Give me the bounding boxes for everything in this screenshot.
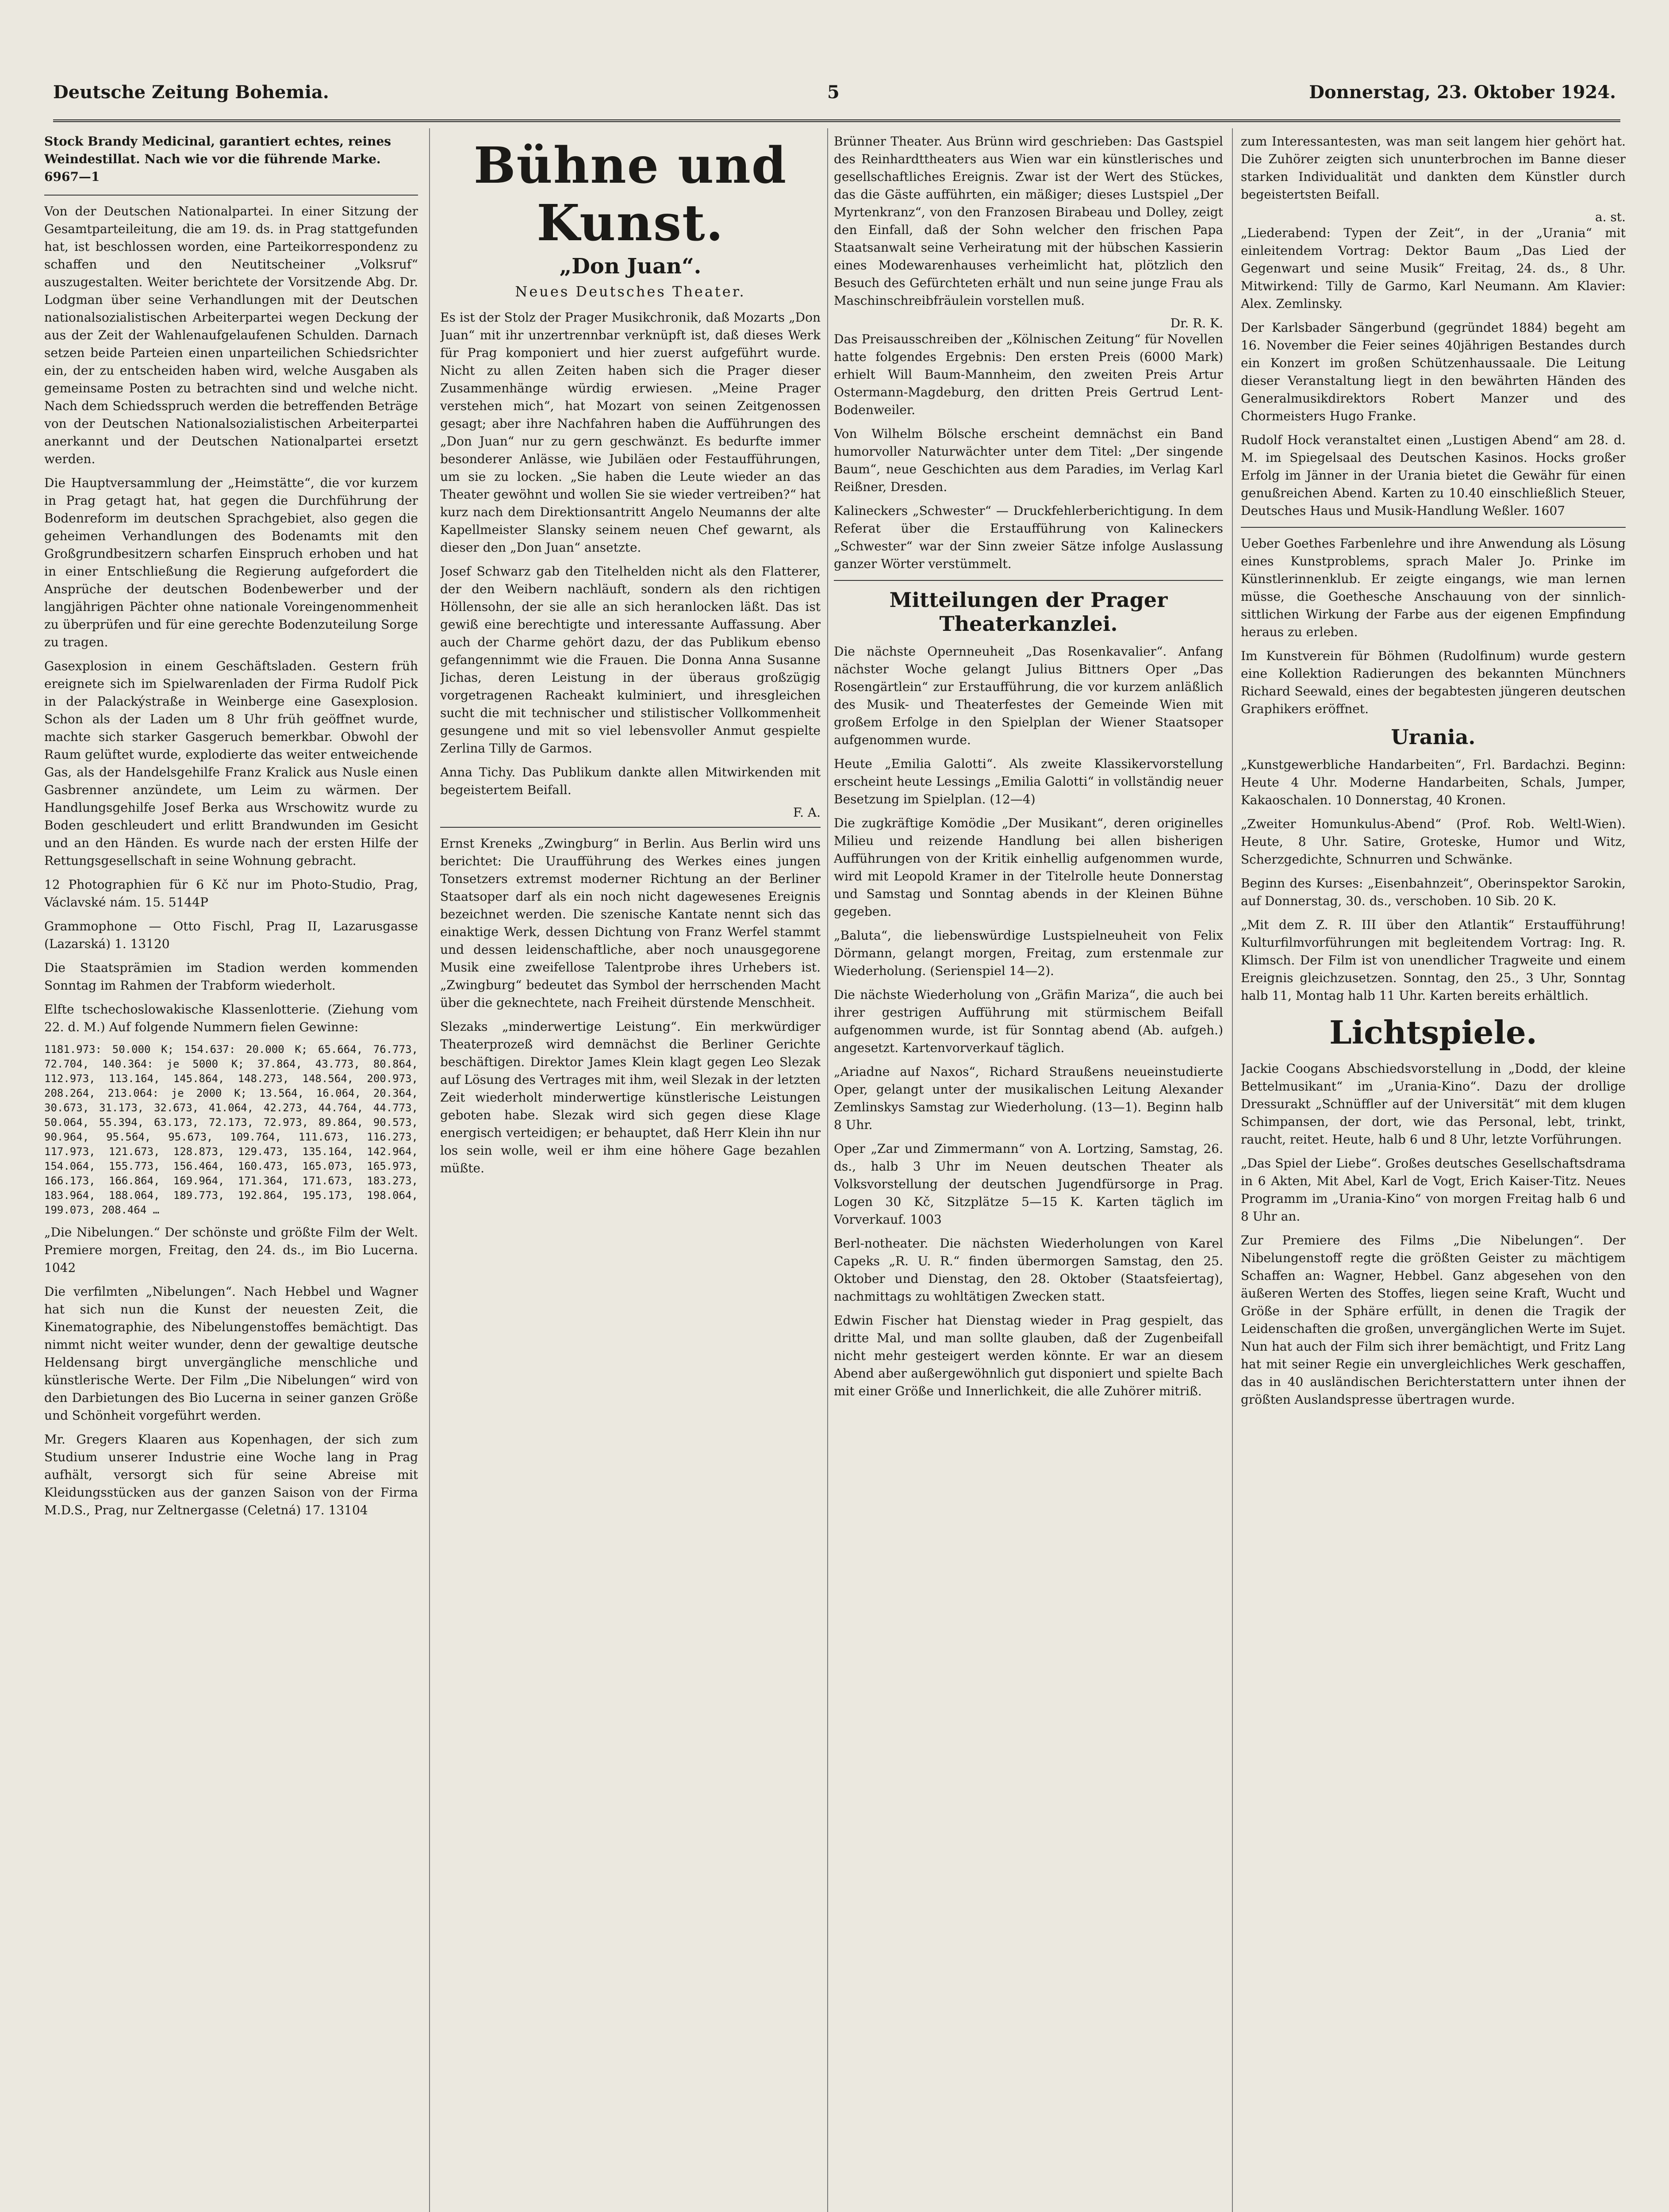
review-venue: Neues Deutsches Theater.: [515, 283, 746, 300]
ad-photo-studio: 12 Photographien für 6 Kč nur im Photo-Studio, Prag, Václavské nám. 15. 5144P: [44, 877, 418, 910]
issue-date: Donnerstag, 23. Oktober 1924.: [1309, 82, 1616, 103]
article-bruenner-theater: Brünner Theater. Aus Brünn wird geschrieben: Das Gastspiel des Reinhardttheaters aus Wien war ein künstlerisches und gesellschaftliches Ereignis. Zwar ist der Wert des Stückes, das die Gäste aufführten, ein mäßiger; dieses Lustspiel „Der Myrtenkranz“, von den Franzosen Birabeau und Dolley, zeigt den Einfall, daß der Sohn welcher den frischen Papa Staatsanwalt seine Verheiratung mit der hübschen Kassierin eines Modewarenhauses verheimlicht hat, plötzlich den Besuch des Gefürchteten erhält und nun seine junge Frau als Maschinschreibfräulein vorstellen muß.: [834, 134, 1223, 308]
ad-grammophone: Grammophone — Otto Fischl, Prag II, Lazarusgasse (Lazarská) 1. 13120: [44, 919, 418, 951]
notice-saengerbund: Der Karlsbader Sängerbund (gegründet 1884) begeht am 16. November die Feier seines 40jährigen Bestandes durch ein Konzert im großen Schützenhaussaale. Die Leitung dieser Veranstaltung liegt in den bewährten Händen des Generalmusikdirektors Robert Manzer und des Chormeisters Hugo Franke.: [1241, 320, 1626, 423]
article-kunstverein: Im Kunstverein für Böhmen (Rudolfinum) wurde gestern eine Kollektion Radierungen des bekannten Münchners Richard Seewald, eines der begabtesten jüngeren deutschen Graphikers eröffnet.: [1241, 649, 1626, 716]
review-paragraph: Anna Tichy. Das Publikum dankte allen Mitwirkenden mit begeistertem Beifall.: [440, 765, 821, 797]
notice-musikant: Die zugkräftige Komödie „Der Musikant“, deren originelles Milieu und reizende Handlung bei allen bisherigen Aufführungen von der Kritik einhellig aufgenommen wurde, wird mit Leopold Kramer in der Titelrolle heute Donnerstag und Samstag und Sonntag abends in der Kleinen Bühne gegeben.: [834, 816, 1223, 919]
notice-liederabend: „Liederabend: Typen der Zeit“, in der „Urania“ mit einleitendem Vortrag: Dektor Baum „Das Lied der Gegenwart und seine Musik“ Freitag, 24. ds., 8 Uhr. Mitwirkend: Tilly de Garmo, Karl Neumann. Am Klavier: Alex. Zemlinsky.: [1241, 226, 1626, 311]
review-paragraph: Josef Schwarz gab den Titelhelden nicht als den Flatterer, der den Weibern nachläuft, sondern als den richtigen Höllensohn, der sie alle an sich heranlocken läßt. Das ist gewiß eine berechtigte und interessante Auffassung. Aber auch der Charme gehört dazu, der das Publikum ebenso gefangennimmt wie die Frauen. Die Donna Anna Susanne Jichas, deren Leistung in der überaus großzügig vorgetragenen Racheakt kulminiert, und ihresgleichen sucht die mit technischer und stilistischer Vollkommenheit gesungene und mit so viel lebensvoller Anmut gespielte Zerlina Tilly de Garmos.: [440, 564, 821, 756]
review-paragraph: Es ist der Stolz der Prager Musikchronik, daß Mozarts „Don Juan“ mit ihr unzertrennbar verknüpft ist, daß dieses Werk für Prag komponiert und hier zuerst aufgeführt wurde. Nicht zu allen Zeiten haben sich die Prager dieser Zusammenhänge würdig erwiesen. „Meine Prager verstehen mich“, hat Mozart von seinen Zeitgenossen gesagt; aber ihre Nachfahren haben die Aufführungen des „Don Juan“ nur zu gern geschwänzt. Es bedurfte immer besonderer Anlässe, wie Jubiläen oder Festaufführungen, um sie zu locken. „Sie haben die Leute wieder an das Theater gewöhnt und wollen Sie sie wieder vertreiben?“ hat kurz nach dem Direktionsantritt Angelo Neumanns der alte Kapellmeister Slansky seinem neuen Chef gewarnt, als dieser den „Don Juan“ ansetzte.: [440, 310, 821, 555]
article-staatspraemien: Die Staatsprämien im Stadion werden kommenden Sonntag im Rahmen der Trabform wiederholt.: [44, 960, 418, 993]
article-zwingburg: Ernst Kreneks „Zwingburg“ in Berlin. Aus Berlin wird uns berichtet: Die Uraufführung des Werkes eines jungen Tonsetzers extremst moderner Richtung an der Berliner Staatsoper darf als ein noch nicht dagewesenes Ereignis bezeichnet werden. Die szenische Kantate nennt sich das einaktige Werk, dessen Dichtung von Franz Werfel stammt und dessen leidenschaftliche, aber noch unausgegorene Musik eine zweifellose Talentprobe ihres Urhebers ist. „Zwingburg“ bedeutet das Symbol der herrschenden Macht über die geknechtete, nach Freiheit dürstende Menschheit.: [440, 836, 821, 1010]
article-klaaren: Mr. Gregers Klaaren aus Kopenhagen, der sich zum Studium unserer Industrie eine Woche lang in Prag aufhält, versorgt sich für seine Abreise mit Kleidungsstücken aus der ganzen Saison von der Firma M.D.S., Prag, nur Zeltnergasse (Celetná) 17. 13104: [44, 1432, 418, 1517]
divider: [44, 195, 418, 196]
review-signature: F. A.: [793, 805, 821, 820]
header-rule: [53, 119, 1620, 122]
column-3: [834, 133, 1223, 2212]
article-nationalpartei: Von der Deutschen Nationalpartei. In einer Sitzung der Gesamtparteileitung, die am 19. ds. in Prag stattgefunden hat, ist beschlossen worden, eine Parteikorrespondenz zu schaffen und den Neutitscheiner „Volksruf“ auszugestalten. Weiter berichtete der Vorsitzende Abg. Dr. Lodgman über seine Verhandlungen mit der Deutschen nationalsozialistischen Arbeiterpartei wegen Deckung der aus der Zeit der Wahlenaufgelaufenen Schulden. Darnach setzen beide Parteien einen unparteilichen Schiedsrichter ein, der zu entscheiden haben wird, welche Ausgaben als gemeinsame Posten zu betrachten sind und welche nicht. Nach dem Schiedsspruch werden die betreffenden Beträge von der Deutschen Nationalsozialistischen Arbeiterpartei anerkannt und der Deutschen Nationalpartei ersetzt werden.: [44, 204, 418, 466]
article-heimstaette: Die Hauptversammlung der „Heimstätte“, die vor kurzem in Prag getagt hat, hat gegen die Durchführung der Bodenreform im deutschen Sprachgebiet, also gegen die geheimen Verhandlungen des Bodenamts mit den Großgrundbesitzern scharfen Einspruch erhoben und hat in einer Entschließung die Regierung aufgefordert die Ansprüche der deutschen Bodenbewerber und der langjährigen Pächter ohne nationale Voreingenommenheit zu überprüfen und für eine gerechte Bodenzuteilung Sorge zu tragen.: [44, 476, 418, 649]
section-masthead: Bühne und Kunst.: [473, 137, 787, 252]
notice-handarbeiten: „Kunstgewerbliche Handarbeiten“, Frl. Bardachzi. Beginn: Heute 4 Uhr. Moderne Handarbeiten, Schals, Jumper, Kakaoschalen. 10 Donnerstag, 40 Kronen.: [1241, 757, 1626, 807]
column-2: [440, 133, 821, 2212]
review-title: „Don Juan“.: [559, 254, 702, 279]
notice-atlantik: „Mit dem Z. R. III über den Atlantik“ Erstaufführung! Kulturfilmvorführungen mit begleitendem Vortrag: Ing. R. Klimsch. Der Film ist von unendlicher Tragweite und einem Ereignis gleichzusetzen. Sonntag, den 25., 3 Uhr, Sonntag halb 11, Montag halb 11 Uhr. Karten bereits erhältlich.: [1241, 918, 1626, 1003]
column-4: [1241, 133, 1626, 2212]
article-signature: Dr. R. K.: [1170, 316, 1223, 330]
article-goethe-farbenlehre: Ueber Goethes Farbenlehre und ihre Anwendung als Lösung eines Kunstproblems, sprach Maler Jo. Prinke im Künstlerinnenklub. Er zeigte eingangs, wie man lernen müsse, die Goethesche Anschauung von der sinnlich-sittlichen Wirkung der Farbe aus der eigenen Empfindung heraus zu erleben.: [1241, 536, 1626, 639]
lottery-numbers: 1181.973: 50.000 K; 154.637: 20.000 K; 65.664, 76.773, 72.704, 140.364: je 5000 K; 37.864, 43.773, 80.864, 112.973, 113.164, 145.864, 148.273, 148.564, 200.973, 208.264, 213.064: je 2000 K; 13.564, 16.064, 20.364, 30.673, 31.173, 32.673, 41.064, 42.273, 44.764, 44.773, 50.064, 55.394, 63.173, 72.173, 72.973, 89.864, 90.573, 90.964, 95.564, 95.673, 109.764, 111.673, 116.273, 117.973, 121.673, 128.873, 129.473, 135.164, 142.964, 154.064, 155.773, 156.464, 160.473, 165.073, 165.973, 166.173, 166.864, 169.964, 171.364, 171.673, 183.273, 183.964, 188.064, 189.773, 192.864, 195.173, 198.064, 199.073, 208.464 …: [44, 1043, 418, 1216]
page-number: 5: [827, 82, 840, 103]
section-heading-lichtspiele: Lichtspiele.: [1329, 1014, 1537, 1051]
notice-kurs: Beginn des Kurses: „Eisenbahnzeit“, Oberinspektor Sarokin, auf Donnerstag, 30. ds., verschoben. 10 Sib. 20 K.: [1241, 876, 1626, 908]
ad-nibelungen-premiere: „Die Nibelungen.“ Der schönste und größte Film der Welt. Premiere morgen, Freitag, den 24. ds., im Bio Lucerna. 1042: [44, 1225, 418, 1275]
article-gasexplosion: Gasexplosion in einem Geschäftsladen. Gestern früh ereignete sich im Spielwarenladen der Firma Rudolf Pick in der Palackýstraße in Weinberge eine Gasexplosion. Schon als der Laden um 8 Uhr früh geöffnet wurde, machte sich starker Gasgeruch bemerkbar. Obwohl der Raum gelüftet wurde, explodierte das weiter entweichende Gas, als der Handelsgehilfe Franz Kralick aus Nusle einen Gasbrenner anzündete, um Leim zu wärmen. Der Handlungsgehilfe Josef Berka aus Wrschowitz wurde zu Boden geschleudert und erlitt Brandwunden im Gesicht und an den Händen. Es wurde nach der ersten Hilfe der Rettungsgesellschaft in seine Wohnung gebracht.: [44, 659, 418, 868]
divider: [834, 580, 1223, 581]
notice-spiel-der-liebe: „Das Spiel der Liebe“. Großes deutsches Gesellschaftsdrama in 6 Akten, Mit Abel, Karl de Vogt, Erich Kaiser-Titz. Neues Programm im „Urania-Kino“ von morgen Freitag halb 6 und 8 Uhr an.: [1241, 1156, 1626, 1224]
column-1: [44, 133, 418, 2212]
column-rule: [827, 128, 828, 2212]
article-nibelungen-premiere: Zur Premiere des Films „Die Nibelungen“. Der Nibelungenstoff regte die größten Geister zu mächtigem Schaffen an: Wagner, Hebbel. Ganz abgesehen von den äußeren Werten des Stoffes, liegen seine Kraft, Wucht und Größe in der Sphäre erfüllt, in denen die Tragik der Leidenschaften die großen, unvergänglichen Werte im Sujet. Nun hat auch der Film sich ihrer bemächtigt, und Fritz Lang hat mit seiner Regie ein unvergleichliches Werk geschaffen, das in 40 ausländischen Berichterstattern unter ihnen der größten Auslandspresse übertragen wurde.: [1241, 1233, 1626, 1407]
notice-jackie-coogan: Jackie Coogans Abschiedsvorstellung in „Dodd, der kleine Bettelmusikant“ im „Urania-Kino“. Dazu der drollige Dressurakt „Schnüffler auf der Universität“ mit dem klugen Schimpansen, der dort, wie das Personal, lebt, trinkt, raucht, reitet. Heute, halb 6 und 8 Uhr, letzte Vorführungen.: [1241, 1061, 1626, 1147]
article-continuation: zum Interessantesten, was man seit langem hier gehört hat. Die Zuhörer zeigten sich ununterbrochen im Banne dieser starken Individualität und dankten dem Künstler durch begeistertsten Beifall.: [1241, 134, 1626, 202]
notice-emilia-galotti: Heute „Emilia Galotti“. Als zweite Klassikervorstellung erscheint heute Lessings „Emilia Galotti“ in vollständig neuer Besetzung im Spielplan. (12—4): [834, 757, 1223, 806]
notice-zar-zimmermann: Oper „Zar und Zimmermann“ von A. Lortzing, Samstag, 26. ds., halb 3 Uhr im Neuen deutschen Theater als Volksvorstellung der deutschen Jugendfürsorge in Prag. Logen 30 Kč, Sitzplätze 5—15 K. Karten täglich im Vorverkauf. 1003: [834, 1141, 1223, 1227]
article-kalinecker: Kalineckers „Schwester“ — Druckfehlerberichtigung. In dem Referat über die Erstaufführung von Kalineckers „Schwester“ war der Sinn zweier Sätze infolge Auslassung ganzer Wörter verstümmelt.: [834, 503, 1223, 571]
article-boelsche: Von Wilhelm Bölsche erscheint demnächst ein Band humorvoller Naturwächter unter dem Titel: „Der singende Baum“, neue Geschichten aus dem Paradies, im Verlag Karl Reißner, Dresden.: [834, 426, 1223, 494]
notice-graefin-mariza: Die nächste Wiederholung von „Gräfin Mariza“, die auch bei ihrer gestrigen Aufführung mit stürmischem Beifall aufgenommen wurde, ist für Sonntag abend (Ab. aufgeh.) angesetzt. Kartenvorverkauf täglich.: [834, 987, 1223, 1055]
paper-title: Deutsche Zeitung Bohemia.: [53, 82, 329, 103]
article-verfilmte-nibelungen: Die verfilmten „Nibelungen“. Nach Hebbel und Wagner hat sich nun die Kunst der neuesten Zeit, die Kinematographie, des Nibelungenstoffes bemächtigt. Das nimmt nicht weiter wunder, denn der gewaltige deutsche Heldensang birgt unvergängliche menschliche und künstlerische Werte. Der Film „Die Nibelungen“ wird von den Darbietungen des Bio Lucerna in seiner ganzen Größe und Schönheit vorgeführt werden.: [44, 1284, 418, 1423]
divider: [1241, 527, 1626, 528]
section-heading-urania: Urania.: [1391, 725, 1476, 749]
article-edwin-fischer: Edwin Fischer hat Dienstag wieder in Prag gespielt, das dritte Mal, und man sollte glauben, daß der Zugenbeifall nicht mehr gesteigert werden könnte. Er war an diesem Abend aber außergewöhnlich gut disponiert und spielte Bach mit einer Größe und Innerlichkeit, die alle Zuhörer mitriß.: [834, 1313, 1223, 1398]
article-slezak: Slezaks „minderwertige Leistung“. Ein merkwürdiger Theaterprozeß wird demnächst die Berliner Gerichte beschäftigen. Direktor James Klein klagt gegen Leo Slezak auf Lösung des Vertrages mit ihm, weil Slezak in der letzten Zeit wiederholt minderwertige künstlerische Leistungen geboten habe. Slezak wird sich gegen diese Klage energisch verteidigen; er behauptet, daß Herr Klein ihn nur los sein wolle, weil er ihm eine höhere Gage bezahlen müßte.: [440, 1019, 821, 1175]
article-klassenlotterie: Elfte tschechoslowakische Klassenlotterie. (Ziehung vom 22. d. M.) Auf folgende Nummern fielen Gewinne:: [44, 1002, 418, 1034]
section-heading-theaterkanzlei: Mitteilungen der Prager Theaterkanzlei.: [889, 588, 1168, 636]
article-signature: a. st.: [1595, 210, 1626, 224]
notice-homunkulus: „Zweiter Homunkulus-Abend“ (Prof. Rob. Weltl-Wien). Heute, 8 Uhr. Satire, Groteske, Humor und Witz, Scherzgedichte, Schnurren und Schwänke.: [1241, 817, 1626, 867]
article-preisausschreiben: Das Preisausschreiben der „Kölnischen Zeitung“ für Novellen hatte folgendes Ergebnis: Den ersten Preis (6000 Mark) erhielt Will Baum-Mannheim, den zweiten Preis Artur Ostermann-Magdeburg, den dritten Preis Gertrud Lent-Bodenweiler.: [834, 332, 1223, 417]
column-rule: [1232, 128, 1233, 2212]
divider: [440, 827, 821, 828]
notice-opernneuheit: Die nächste Opernneuheit „Das Rosenkavalier“. Anfang nächster Woche gelangt Julius Bittners Oper „Das Rosengärtlein“ zur Erstaufführung, die vor kurzem anläßlich des Musik- und Theaterfestes der Gemeinde Wien mit großem Erfolge in den Spielplan der Wiener Staatsoper aufgenommen wurde.: [834, 644, 1223, 747]
notice-ariadne: „Ariadne auf Naxos“, Richard Straußens neueinstudierte Oper, gelangt unter der musikalischen Leitung Alexander Zemlinskys Samstag zur Wiederholung. (13—1). Beginn halb 8 Uhr.: [834, 1064, 1223, 1132]
notice-baluta: „Baluta“, die liebenswürdige Lustspielneuheit von Felix Dörmann, gelangt morgen, Freitag, zum erstenmale zur Wiederholung. (Serienspiel 14—2).: [834, 928, 1223, 978]
notice-berlnotheater: Berl-notheater. Die nächsten Wiederholungen von Karel Capeks „R. U. R.“ finden übermorgen Samstag, den 25. Oktober und Dienstag, den 28. Oktober (Staatsfeiertag), nachmittags zu wohltätigen Zwecken statt.: [834, 1236, 1223, 1304]
brandy-advertisement: Stock Brandy Medicinal, garantiert echtes, reines Weindestillat. Nach wie vor die führende Marke. 6967—1: [44, 134, 391, 184]
column-rule: [429, 128, 430, 2212]
notice-rudolf-hock: Rudolf Hock veranstaltet einen „Lustigen Abend“ am 28. d. M. im Spiegelsaal des Deutschen Kasinos. Hocks großer Erfolg im Jänner in der Urania bietet die Gewähr für einen genußreichen Abend. Karten zu 10.40 einschließlich Steuer, Deutsches Haus und Musik-Handlung Weßler. 1607: [1241, 433, 1626, 518]
